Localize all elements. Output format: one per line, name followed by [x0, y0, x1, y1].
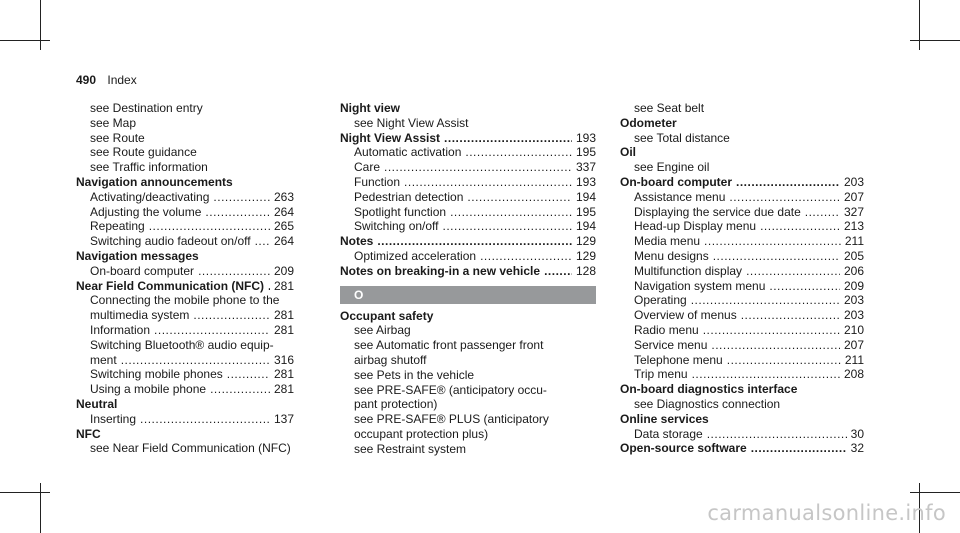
index-subentry [340, 145, 596, 160]
entry-label: Switching on/off [354, 219, 439, 234]
entry-label: Care [354, 160, 381, 175]
index-subentry [620, 367, 864, 382]
letter-heading: O [340, 286, 596, 304]
index-subentry [620, 308, 864, 323]
dot-leader [746, 264, 840, 279]
page-reference[interactable]: 208 [843, 367, 864, 382]
page-header [76, 73, 137, 87]
page-reference[interactable]: 193 [575, 174, 596, 189]
dot-leader [121, 353, 270, 368]
dot-leader [268, 279, 270, 294]
page-reference[interactable]: 194 [575, 219, 596, 234]
page-reference[interactable]: 137 [273, 411, 294, 426]
dot-leader [691, 293, 840, 308]
index-heading [620, 175, 864, 190]
entry-label: On-board computer [620, 174, 733, 189]
entry-label: Spotlight function [354, 204, 447, 219]
page-reference[interactable]: 194 [575, 189, 596, 204]
index-subentry [76, 190, 294, 205]
page-reference[interactable]: 209 [273, 263, 294, 278]
crop-mark [0, 492, 50, 493]
entry-label: Switching mobile phones [90, 367, 223, 382]
entry-label: Overview of menus [634, 308, 737, 323]
index-subentry [340, 175, 596, 190]
dot-leader [193, 308, 270, 323]
page-reference[interactable]: 281 [273, 322, 294, 337]
index-column-2 [340, 101, 596, 457]
page-reference[interactable]: 210 [843, 322, 864, 337]
crop-mark [40, 483, 41, 533]
index-heading: Neutral [76, 396, 118, 411]
index-subentry: pant protection) [354, 397, 438, 412]
index-subentry [340, 160, 596, 175]
dot-leader [154, 323, 270, 338]
entry-label: Assistance menu [634, 189, 726, 204]
entry-label: Notes [340, 234, 374, 249]
crop-mark [40, 0, 41, 50]
index-subentry [76, 205, 294, 220]
dot-leader [480, 249, 572, 264]
index-subentry [620, 353, 864, 368]
index-subentry [76, 367, 294, 382]
index-subentry [76, 323, 294, 338]
dot-leader [760, 219, 840, 234]
entry-label: Information [90, 322, 151, 337]
dot-leader [707, 427, 847, 442]
index-subentry: see Total distance [634, 130, 730, 145]
index-heading: On-board diagnostics interface [620, 382, 798, 397]
entry-label: Radio menu [634, 322, 699, 337]
entry-label: Displaying the service due date [634, 204, 801, 219]
dot-leader [255, 234, 270, 249]
dot-leader [727, 353, 841, 368]
index-subentry: see Restraint system [354, 441, 467, 456]
index-subentry [620, 219, 864, 234]
entry-label: Using a mobile phone [90, 382, 207, 397]
index-heading: Occupant safety [340, 308, 434, 323]
entry-label: Night View Assist [340, 130, 441, 145]
page-reference[interactable]: 263 [273, 189, 294, 204]
index-subentry: Switching Bluetooth® audio equip- [90, 337, 274, 352]
index-subentry [620, 338, 864, 353]
entry-label: Near Field Communication (NFC) [76, 278, 265, 293]
index-subentry [76, 308, 294, 323]
index-subentry: see Route [90, 130, 145, 145]
entry-label: Repeating [90, 219, 145, 234]
entry-label: Activating/deactivating [90, 189, 210, 204]
index-subentry: see Automatic front passenger front [354, 338, 544, 353]
crop-mark [910, 492, 960, 493]
page-reference[interactable]: 209 [843, 278, 864, 293]
index-subentry [340, 190, 596, 205]
index-subentry [620, 234, 864, 249]
index-subentry: see Destination entry [90, 101, 203, 115]
dot-leader [443, 219, 572, 234]
dot-leader [711, 338, 840, 353]
dot-leader [703, 323, 840, 338]
dot-leader [210, 382, 270, 397]
dot-leader [465, 145, 572, 160]
entry-label: Notes on breaking-in a new vehicle [340, 263, 541, 278]
index-subentry [620, 427, 864, 442]
index-subentry: see Diagnostics connection [634, 396, 781, 411]
page-reference[interactable]: 206 [843, 263, 864, 278]
dot-leader [205, 205, 270, 220]
page-reference[interactable]: 211 [844, 234, 864, 249]
entry-label: Head-up Display menu [634, 219, 757, 234]
index-subentry [340, 249, 596, 264]
page-reference[interactable]: 281 [273, 308, 294, 323]
dot-leader [741, 308, 840, 323]
page-reference[interactable]: 316 [273, 352, 294, 367]
index-subentry: see Map [90, 115, 137, 130]
page-reference[interactable]: 213 [843, 219, 864, 234]
entry-label: Switching audio fadeout on/off [90, 234, 251, 249]
page-reference[interactable]: 193 [575, 130, 596, 145]
page-reference[interactable]: 264 [273, 204, 294, 219]
index-subentry: see Near Field Communication (NFC) [90, 441, 291, 456]
dot-leader [736, 175, 840, 190]
entry-label: Menu designs [634, 248, 709, 263]
index-heading [76, 279, 294, 294]
dot-leader [805, 205, 840, 220]
index-subentry: airbag shutoff [354, 352, 427, 367]
dot-leader [704, 234, 841, 249]
index-subentry: see Engine oil [634, 160, 710, 175]
page-reference[interactable]: 264 [273, 234, 294, 249]
index-subentry: see Seat belt [634, 101, 705, 115]
dot-leader [404, 175, 572, 190]
index-heading [340, 131, 596, 146]
index-heading: Oil [620, 145, 637, 160]
page-reference[interactable]: 207 [843, 189, 864, 204]
entry-label: Automatic activation [354, 145, 462, 160]
index-subentry: see PRE-SAFE® PLUS (anticipatory [354, 412, 549, 427]
index-subentry: see Airbag [354, 323, 411, 338]
index-subentry [76, 219, 294, 234]
index-heading: Night view [340, 101, 401, 115]
index-subentry [620, 264, 864, 279]
index-heading [340, 264, 596, 279]
index-subentry [620, 279, 864, 294]
entry-label: Multifunction display [634, 263, 743, 278]
page-reference[interactable]: 128 [575, 263, 596, 278]
index-heading: Navigation announcements [76, 174, 233, 189]
page-reference[interactable]: 203 [843, 174, 864, 189]
page-reference[interactable]: 195 [575, 204, 596, 219]
index-subentry: see PRE-SAFE® (anticipatory occu- [354, 382, 547, 397]
page-reference[interactable]: 327 [843, 204, 864, 219]
index-subentry: see Night View Assist [354, 115, 469, 130]
index-column-3 [620, 101, 864, 456]
dot-leader [450, 205, 572, 220]
index-subentry [340, 205, 596, 220]
index-subentry [620, 293, 864, 308]
dot-leader [729, 190, 840, 205]
dot-leader [377, 234, 572, 249]
page-reference[interactable]: 207 [843, 337, 864, 352]
page-reference[interactable]: 129 [575, 248, 596, 263]
dot-leader [213, 190, 270, 205]
page-reference[interactable]: 203 [843, 293, 864, 308]
entry-label: Open-source software [620, 441, 747, 456]
index-heading: Navigation messages [76, 248, 199, 263]
page-reference[interactable]: 195 [575, 145, 596, 160]
dot-leader [713, 249, 840, 264]
dot-leader [692, 367, 840, 382]
index-subentry [620, 323, 864, 338]
dot-leader [227, 367, 270, 382]
watermark: carmanualsonline.info [707, 501, 946, 525]
entry-label: Adjusting the volume [90, 204, 202, 219]
index-subentry [76, 353, 294, 368]
index-subentry: see Route guidance [90, 145, 197, 160]
entry-label: Data storage [634, 426, 703, 441]
section-title: Index [107, 73, 137, 87]
entry-label: Operating [634, 293, 687, 308]
page-number: 490 [76, 73, 97, 87]
entry-label: Trip menu [634, 367, 688, 382]
index-subentry [620, 249, 864, 264]
crop-mark [910, 40, 960, 41]
index-subentry [76, 382, 294, 397]
index-subentry [340, 219, 596, 234]
index-column-1 [76, 101, 294, 456]
entry-label: Function [354, 174, 401, 189]
page-reference[interactable]: 203 [843, 308, 864, 323]
index-subentry [76, 264, 294, 279]
dot-leader [444, 131, 572, 146]
page-reference[interactable]: 281 [273, 278, 294, 293]
index-heading [620, 441, 864, 456]
entry-label: Navigation system menu [634, 278, 766, 293]
page-reference[interactable]: 281 [273, 382, 294, 397]
index-subentry [620, 190, 864, 205]
entry-label: Media menu [634, 234, 701, 249]
page-reference[interactable]: 205 [843, 248, 864, 263]
index-heading: Online services [620, 411, 709, 426]
crop-mark [0, 40, 50, 41]
entry-label: Inserting [90, 411, 137, 426]
page-reference[interactable]: 30 [850, 426, 864, 441]
index-subentry [620, 205, 864, 220]
dot-leader [149, 219, 270, 234]
dot-leader [384, 160, 572, 175]
index-heading: Odometer [620, 115, 677, 130]
entry-label: Service menu [634, 337, 708, 352]
page-reference[interactable]: 281 [273, 367, 294, 382]
index-subentry: see Pets in the vehicle [354, 367, 475, 382]
crop-mark [919, 0, 920, 50]
index-subentry [76, 412, 294, 427]
entry-label: Pedestrian detection [354, 189, 464, 204]
dot-leader [140, 412, 270, 427]
page-reference[interactable]: 265 [273, 219, 294, 234]
dot-leader [467, 190, 572, 205]
entry-label: multimedia system [90, 308, 190, 323]
index-subentry: Connecting the mobile phone to the [90, 293, 280, 308]
index-heading [340, 234, 596, 249]
index-subentry [76, 234, 294, 249]
dot-leader [544, 264, 572, 279]
page-reference[interactable]: 211 [844, 352, 864, 367]
entry-label: On-board computer [90, 263, 195, 278]
page-reference[interactable]: 129 [575, 234, 596, 249]
page-reference[interactable]: 337 [575, 160, 596, 175]
dot-leader [769, 279, 840, 294]
entry-label: Telephone menu [634, 352, 723, 367]
index-heading: NFC [76, 426, 101, 441]
page-reference[interactable]: 32 [850, 441, 864, 456]
index-subentry: see Traffic information [90, 160, 208, 175]
dot-leader [198, 264, 270, 279]
entry-label: ment [90, 352, 117, 367]
entry-label: Optimized acceleration [354, 248, 477, 263]
index-subentry: occupant protection plus) [354, 426, 489, 441]
dot-leader [751, 441, 847, 456]
